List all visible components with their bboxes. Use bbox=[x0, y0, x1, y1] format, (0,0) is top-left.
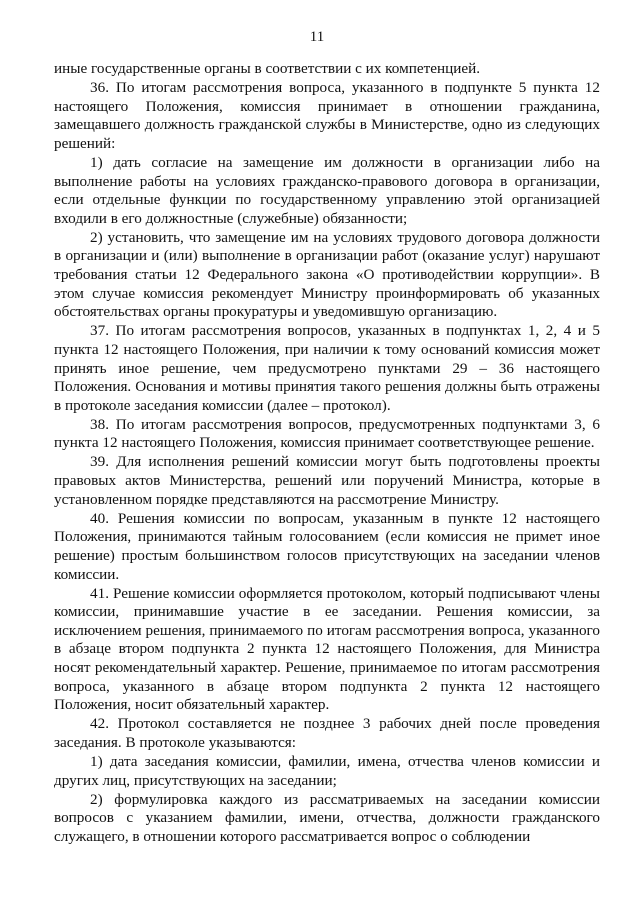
paragraph-item-36: 36. По итогам рассмотрения вопроса, указанного в подпункте 5 пункта 12 настоящего Положения, комиссия принимает в отношении гражданина, замещавшего должность гражданской службы в Министерстве, одно из следующих решений: bbox=[54, 79, 600, 152]
paragraph-item-36-sub-1: 1) дать согласие на замещение им должности в организации либо на выполнение работы на условиях гражданско-правового договора в организации, если отдельные функции по государственному управлению этой организацией входили в его должностные (служебные) обязанности; bbox=[54, 153, 600, 227]
document-body bbox=[54, 60, 600, 847]
paragraph-item-42-sub-1: 1) дата заседания комиссии, фамилии, имена, отчества членов комиссии и других лиц, присутствующих на заседании; bbox=[54, 752, 600, 789]
paragraph-item-37: 37. По итогам рассмотрения вопросов, указанных в подпунктах 1, 2, 4 и 5 пункта 12 настоящего Положения, при наличии к тому оснований комиссия может принять иное решение, чем предусмотрено пунктами 29 – 36 настоящего Положения. Основания и мотивы принятия такого решения должны быть отражены в протоколе заседания комиссии (далее – протокол). bbox=[54, 322, 600, 414]
paragraph-item-38: 38. По итогам рассмотрения вопросов, предусмотренных подпунктами 3, 6 пункта 12 настоящего Положения, комиссия принимает соответствующее решение. bbox=[54, 415, 600, 452]
paragraph-item-42-sub-2: 2) формулировка каждого из рассматриваемых на заседании комиссии вопросов с указанием фамилии, имени, отчества, должности гражданского служащего, в отношении которого рассматривается вопрос о соблюдении bbox=[54, 790, 600, 845]
paragraph-item-41: 41. Решение комиссии оформляется протоколом, который подписывают члены комиссии, принимавшие участие в ее заседании. Решения комиссии, за исключением решения, принимаемого по итогам рассмотрения вопроса, указанного в абзаце втором подпункта 2 пункта 12 настоящего Положения, для Министра носят рекомендательный характер. Решение, принимаемое по итогам рассмотрения вопроса, указанного в абзаце втором подпункта 2 пункта 12 настоящего Положения, носит обязательный характер. bbox=[54, 584, 600, 714]
paragraph-item-42: 42. Протокол составляется не позднее 3 рабочих дней после проведения заседания. В протоколе указываются: bbox=[54, 715, 600, 751]
paragraph-continuation: иные государственные органы в соответствии с их компетенцией. bbox=[54, 60, 480, 77]
paragraph-item-39: 39. Для исполнения решений комиссии могут быть подготовлены проекты правовых актов Министерства, решений или поручений Министра, которые в установленном порядке представляются на рассмотрение Министру. bbox=[54, 453, 600, 508]
paragraph-item-36-sub-2: 2) установить, что замещение им на условиях трудового договора должности в организации и (или) выполнение в организации работ (оказание услуг) нарушают требования статьи 12 Федерального закона «О противодействии коррупции». В этом случае комиссия рекомендует Министру проинформировать об указанных обстоятельствах органы прокуратуры и уведомившую организацию. bbox=[54, 228, 600, 321]
paragraph-item-40: 40. Решения комиссии по вопросам, указанным в пункте 12 настоящего Положения, принимаются тайным голосованием (если комиссия не примет иное решение) простым большинством голосов присутствующих на заседании членов комиссии. bbox=[54, 509, 600, 583]
page-number: 11 bbox=[309, 29, 325, 45]
